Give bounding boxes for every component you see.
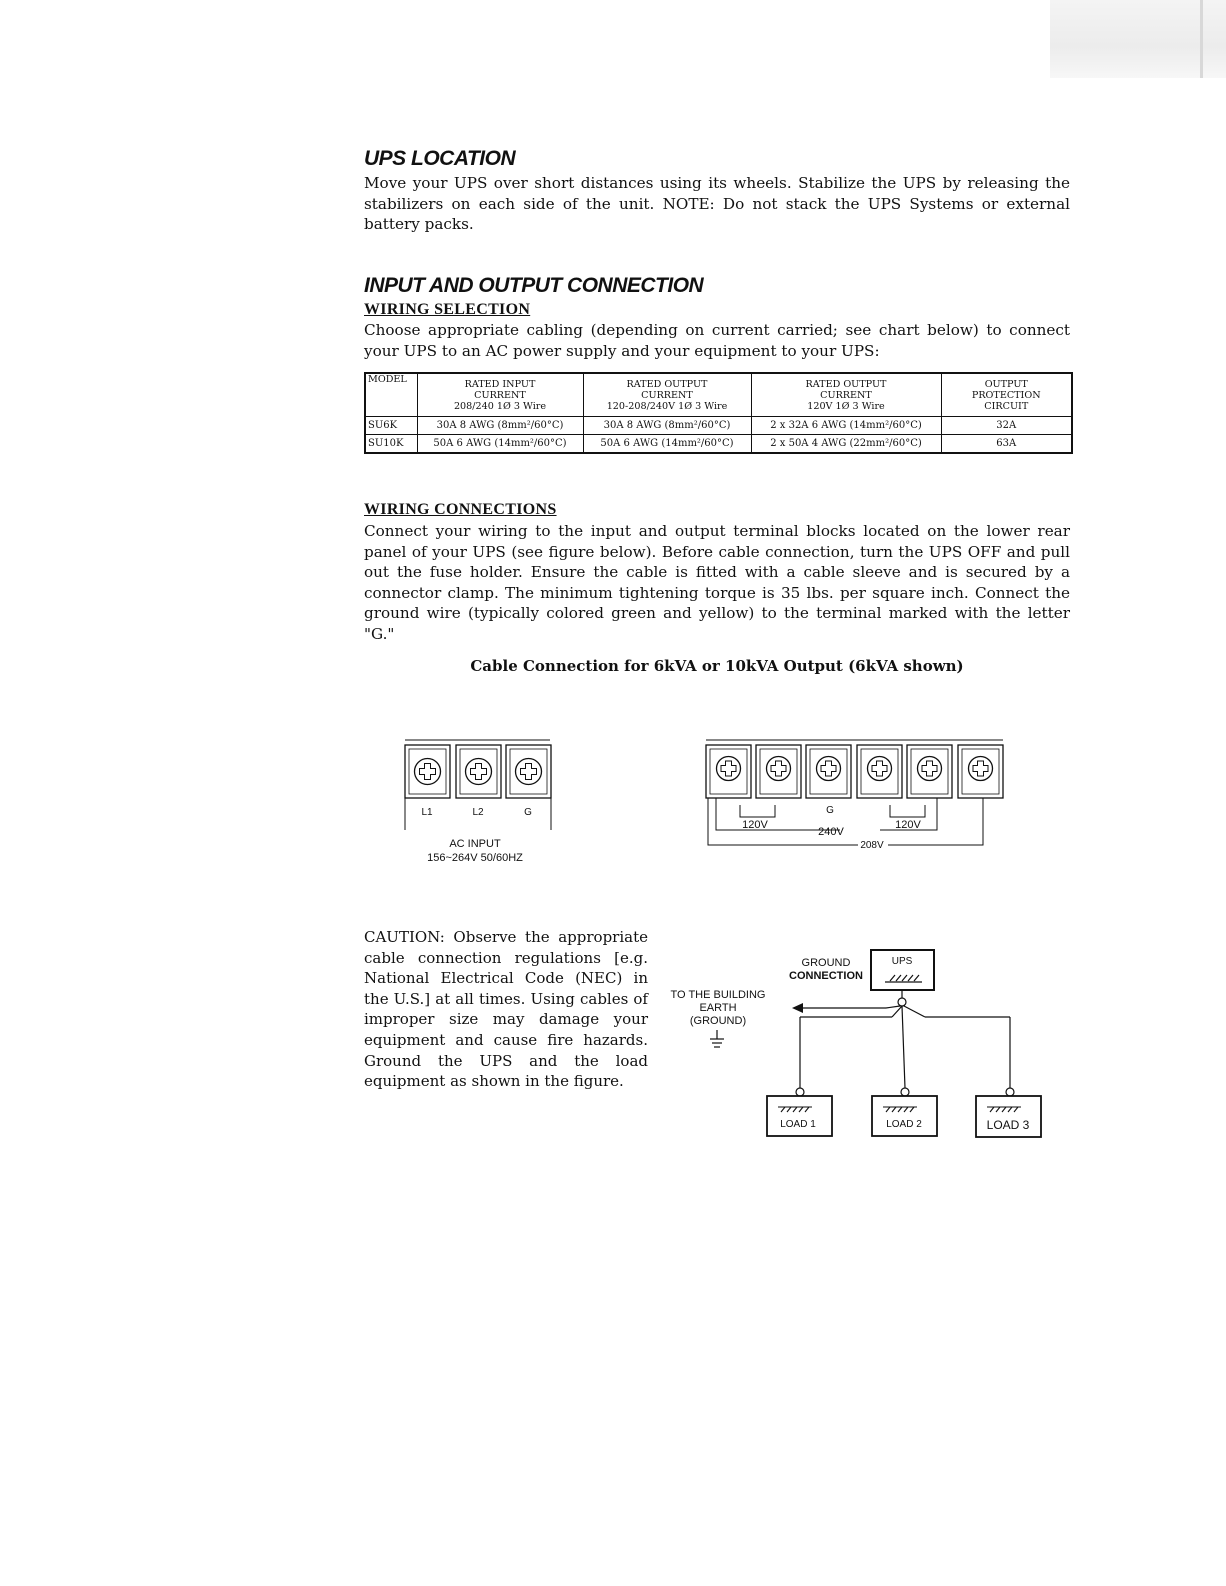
building-earth-label-3: (GROUND) bbox=[689, 1015, 747, 1027]
ups-unit-box bbox=[871, 950, 934, 990]
wiring-connections-body: Connect your wiring to the input and output terminal blocks located on the lower rear panel of your UPS (see figure below). Before cable connection, turn the UPS OFF and pull out the fuse holder. Ensure the cable is fitted with a cable sleeve and is secured by a connector clamp. The minimum tightening torque is 35 lbs. per square inch. Connect the ground wire (typically colored green and yellow) to the terminal marked with the letter "G." bbox=[364, 522, 1070, 643]
building-earth-label-1: TO THE BUILDING bbox=[670, 989, 766, 1001]
load-2-label: LOAD 2 bbox=[886, 1119, 922, 1130]
output-screw-4 bbox=[857, 745, 902, 798]
table-cell: 32A bbox=[941, 417, 1072, 435]
wiring-selection-heading: WIRING SELECTION bbox=[364, 301, 531, 318]
table-header-model: MODEL bbox=[365, 373, 417, 417]
table-cell: 50A 6 AWG (14mm²/60°C) bbox=[417, 435, 583, 454]
table-header-rated-output-120: RATED OUTPUT CURRENT 120V 1Ø 3 Wire bbox=[751, 373, 941, 417]
terminal-label-g: G bbox=[524, 807, 532, 818]
table-header-row bbox=[365, 373, 1072, 417]
table-cell: SU6K bbox=[365, 417, 417, 435]
output-terminal-diagram bbox=[700, 735, 1012, 853]
scan-artifact-edge bbox=[1200, 0, 1203, 78]
figure-caption: Cable Connection for 6kVA or 10kVA Output (6kVA shown) bbox=[470, 657, 964, 675]
arrow-to-earth-icon bbox=[792, 1003, 803, 1013]
ups-location-heading: UPS LOCATION bbox=[364, 147, 516, 170]
output-screw-3 bbox=[806, 745, 851, 798]
table-header-protection: OUTPUT PROTECTION CIRCUIT bbox=[941, 373, 1072, 417]
table-row bbox=[365, 435, 1072, 454]
terminal-screw-g bbox=[506, 745, 551, 798]
load-3-box bbox=[976, 1096, 1041, 1137]
wiring-table bbox=[364, 372, 1073, 454]
table-header-rated-output-208: RATED OUTPUT CURRENT 120-208/240V 1Ø 3 Wire bbox=[583, 373, 751, 417]
ground-connection-label-1: GROUND bbox=[801, 957, 851, 969]
output-screw-5 bbox=[907, 745, 952, 798]
earth-ground-icon bbox=[710, 1030, 724, 1047]
table-cell: 2 x 32A 6 AWG (14mm²/60°C) bbox=[751, 417, 941, 435]
table-header-rated-input: RATED INPUT CURRENT 208/240 1Ø 3 Wire bbox=[417, 373, 583, 417]
output-screw-6 bbox=[958, 745, 1003, 798]
table-cell: SU10K bbox=[365, 435, 417, 454]
terminal-label-l2: L2 bbox=[472, 807, 484, 818]
table-cell: 63A bbox=[941, 435, 1072, 454]
output-voltage-mid: 240V bbox=[818, 826, 844, 838]
io-connection-heading: INPUT AND OUTPUT CONNECTION bbox=[364, 274, 704, 297]
output-voltage-left: 120V bbox=[742, 819, 768, 831]
load-1-label: LOAD 1 bbox=[780, 1119, 816, 1130]
building-earth-label-2: EARTH bbox=[699, 1002, 737, 1014]
grounding-diagram bbox=[660, 940, 1050, 1145]
wiring-selection-body: Choose appropriate cabling (depending on current carried; see chart below) to connect your UPS to an AC power supply and your equipment to your UPS: bbox=[364, 321, 1070, 360]
ac-input-title: AC INPUT bbox=[449, 838, 501, 850]
ups-location-body: Move your UPS over short distances using its wheels. Stabilize the UPS by releasing the stabilizers on each side of the unit. NOTE: Do not stack the UPS Systems or external battery packs. bbox=[364, 174, 1070, 233]
output-voltage-right: 120V bbox=[895, 819, 921, 831]
terminal-screw-l1 bbox=[405, 745, 450, 798]
load-1-box bbox=[767, 1096, 832, 1136]
ups-label: UPS bbox=[891, 956, 913, 967]
table-cell: 50A 6 AWG (14mm²/60°C) bbox=[583, 435, 751, 454]
ground-connection-label-2: CONNECTION bbox=[789, 970, 863, 982]
table-cell: 2 x 50A 4 AWG (22mm²/60°C) bbox=[751, 435, 941, 454]
load-2-box bbox=[872, 1096, 937, 1136]
input-terminal-diagram bbox=[400, 735, 560, 870]
table-row bbox=[365, 417, 1072, 435]
output-voltage-outer: 208V bbox=[860, 840, 884, 851]
table-cell: 30A 8 AWG (8mm²/60°C) bbox=[583, 417, 751, 435]
output-screw-2 bbox=[756, 745, 801, 798]
table-cell: 30A 8 AWG (8mm²/60°C) bbox=[417, 417, 583, 435]
terminal-label-l1: L1 bbox=[421, 807, 433, 818]
output-label-g: G bbox=[826, 805, 834, 816]
ac-input-spec: 156~264V 50/60HZ bbox=[427, 852, 523, 864]
terminal-screw-l2 bbox=[456, 745, 501, 798]
output-screw-1 bbox=[706, 745, 751, 798]
caution-text: CAUTION: Observe the appropriate cable connection regulations [e.g. National Electrical Code (NEC) in the U.S.] at all times. Using cables of improper size may damage your equipment and cause fire hazards. Ground the UPS and the load equipment as shown in the figure. bbox=[364, 928, 648, 1091]
load-3-label: LOAD 3 bbox=[986, 1118, 1030, 1132]
wiring-connections-heading: WIRING CONNECTIONS bbox=[364, 501, 557, 518]
